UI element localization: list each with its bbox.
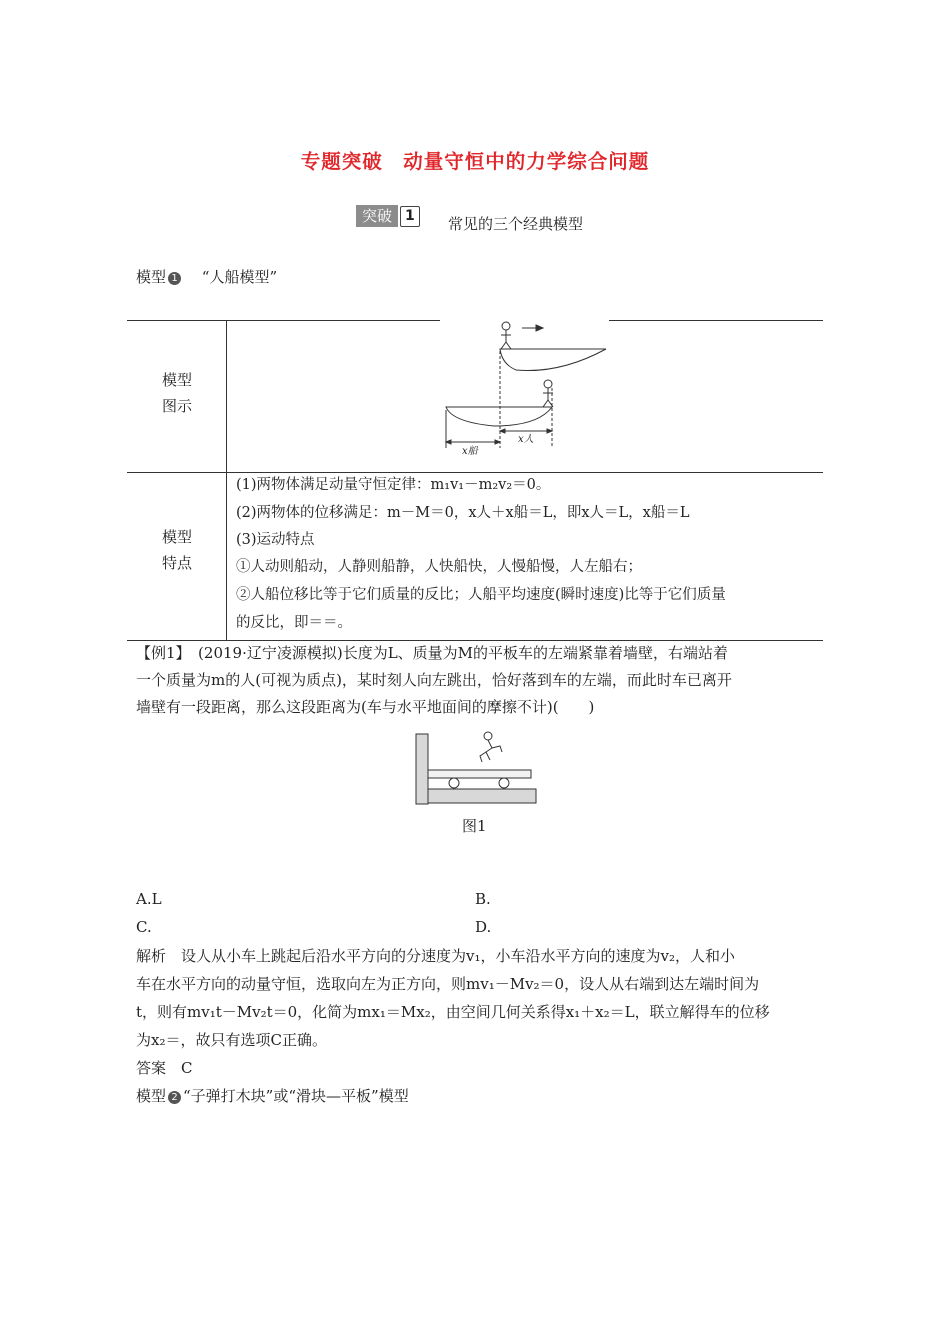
ground: [428, 789, 536, 803]
jumper-body: [480, 740, 502, 762]
table-top-rule-left: [127, 320, 440, 321]
option-d: D.: [475, 918, 492, 936]
x-boat-label: x船: [462, 446, 478, 457]
badge-number: 1: [400, 206, 420, 227]
feature-line-5: ②人船位移比等于它们质量的反比；人船平均速度(瞬时速度)比等于它们质量: [236, 587, 726, 603]
cart-wheel-left: [449, 778, 459, 788]
model2-heading: [136, 1085, 409, 1106]
boat-top: [500, 349, 606, 371]
row1-label-line2: 图示: [161, 397, 192, 415]
model2-name: “子弹打木块”或“滑块—平板”模型: [183, 1087, 409, 1105]
table-bottom-rule: [127, 640, 823, 641]
example1-line-1: 【例1】 (2019·辽宁凌源模拟)长度为L、质量为M的平板车的左端紧靠着墙壁，右端站着: [136, 644, 729, 662]
row2-label-line1: 模型: [161, 528, 192, 546]
cart-wheel-right: [499, 778, 509, 788]
wall: [416, 734, 428, 804]
row2-label-line2: 特点: [161, 554, 192, 572]
figure-caption: 图1: [462, 817, 487, 835]
row1-label-line1: 模型: [161, 371, 192, 389]
model1-name: “人船模型”: [201, 268, 278, 286]
feature-line-3: (3)运动特点: [236, 532, 315, 548]
model1-prefix: 模型: [136, 268, 167, 286]
row2-label: [129, 524, 225, 576]
answer: 答案 C: [136, 1059, 193, 1077]
cart-board: [428, 770, 531, 778]
page-title: 专题突破 动量守恒中的力学综合问题: [300, 150, 650, 173]
boat-bottom: [446, 407, 552, 426]
feature-line-4: ①人动则船动，人静则船静，人快船快，人慢船慢，人左船右；: [236, 559, 642, 575]
model2-number: 2: [168, 1091, 181, 1104]
feature-line-1: (1)两物体满足动量守恒定律：m₁v₁－m₂v₂＝0。: [236, 477, 551, 493]
table-column-divider: [226, 320, 227, 640]
example1-line-2: 一个质量为m的人(可视为质点)，某时刻人向左跳出，恰好落到车的左端，而此时车已离开: [136, 671, 732, 689]
option-c: C.: [136, 918, 152, 936]
person-top-head: [502, 322, 510, 330]
row1-label: [129, 367, 225, 419]
person-bottom-head: [544, 380, 552, 388]
person-boat-diagram: [430, 318, 620, 460]
feature-line-6: 的反比，即＝＝。: [236, 615, 352, 631]
table-top-rule-right: [609, 320, 823, 321]
badge-text: 突破: [356, 205, 398, 227]
jumper-head: [484, 732, 492, 740]
model1-heading: [136, 266, 277, 287]
model1-number: 1: [168, 272, 181, 285]
option-b: B.: [475, 890, 491, 908]
model2-prefix: 模型: [136, 1087, 167, 1105]
option-a: A.L: [136, 890, 162, 908]
example1-line-3: 墙壁有一段距离，那么这段距离为(车与水平地面间的摩擦不计)( ): [136, 698, 595, 716]
section-badge: [356, 205, 420, 227]
cart-wall-figure: [410, 726, 540, 808]
analysis-line-1: 解析 设人从小车上跳起后沿水平方向的分速度为v₁，小车沿水平方向的速度为v₂，人和小: [136, 947, 735, 965]
x-person-label: x人: [518, 434, 534, 445]
analysis-line-3: t，则有mv₁t－Mv₂t＝0，化简为mx₁＝Mx₂，由空间几何关系得x₁＋x₂＝L，联立解得车的位移: [136, 1003, 770, 1021]
feature-line-2: (2)两物体的位移满足：m－M＝0，x人＋x船＝L，即x人＝L，x船＝L: [236, 505, 690, 521]
analysis-line-4: 为x₂＝，故只有选项C正确。: [136, 1031, 327, 1049]
analysis-line-2: 车在水平方向的动量守恒，选取向左为正方向，则mv₁－Mv₂＝0，设人从右端到达左端时间为: [136, 975, 760, 993]
section-subtitle: 常见的三个经典模型: [448, 215, 584, 233]
